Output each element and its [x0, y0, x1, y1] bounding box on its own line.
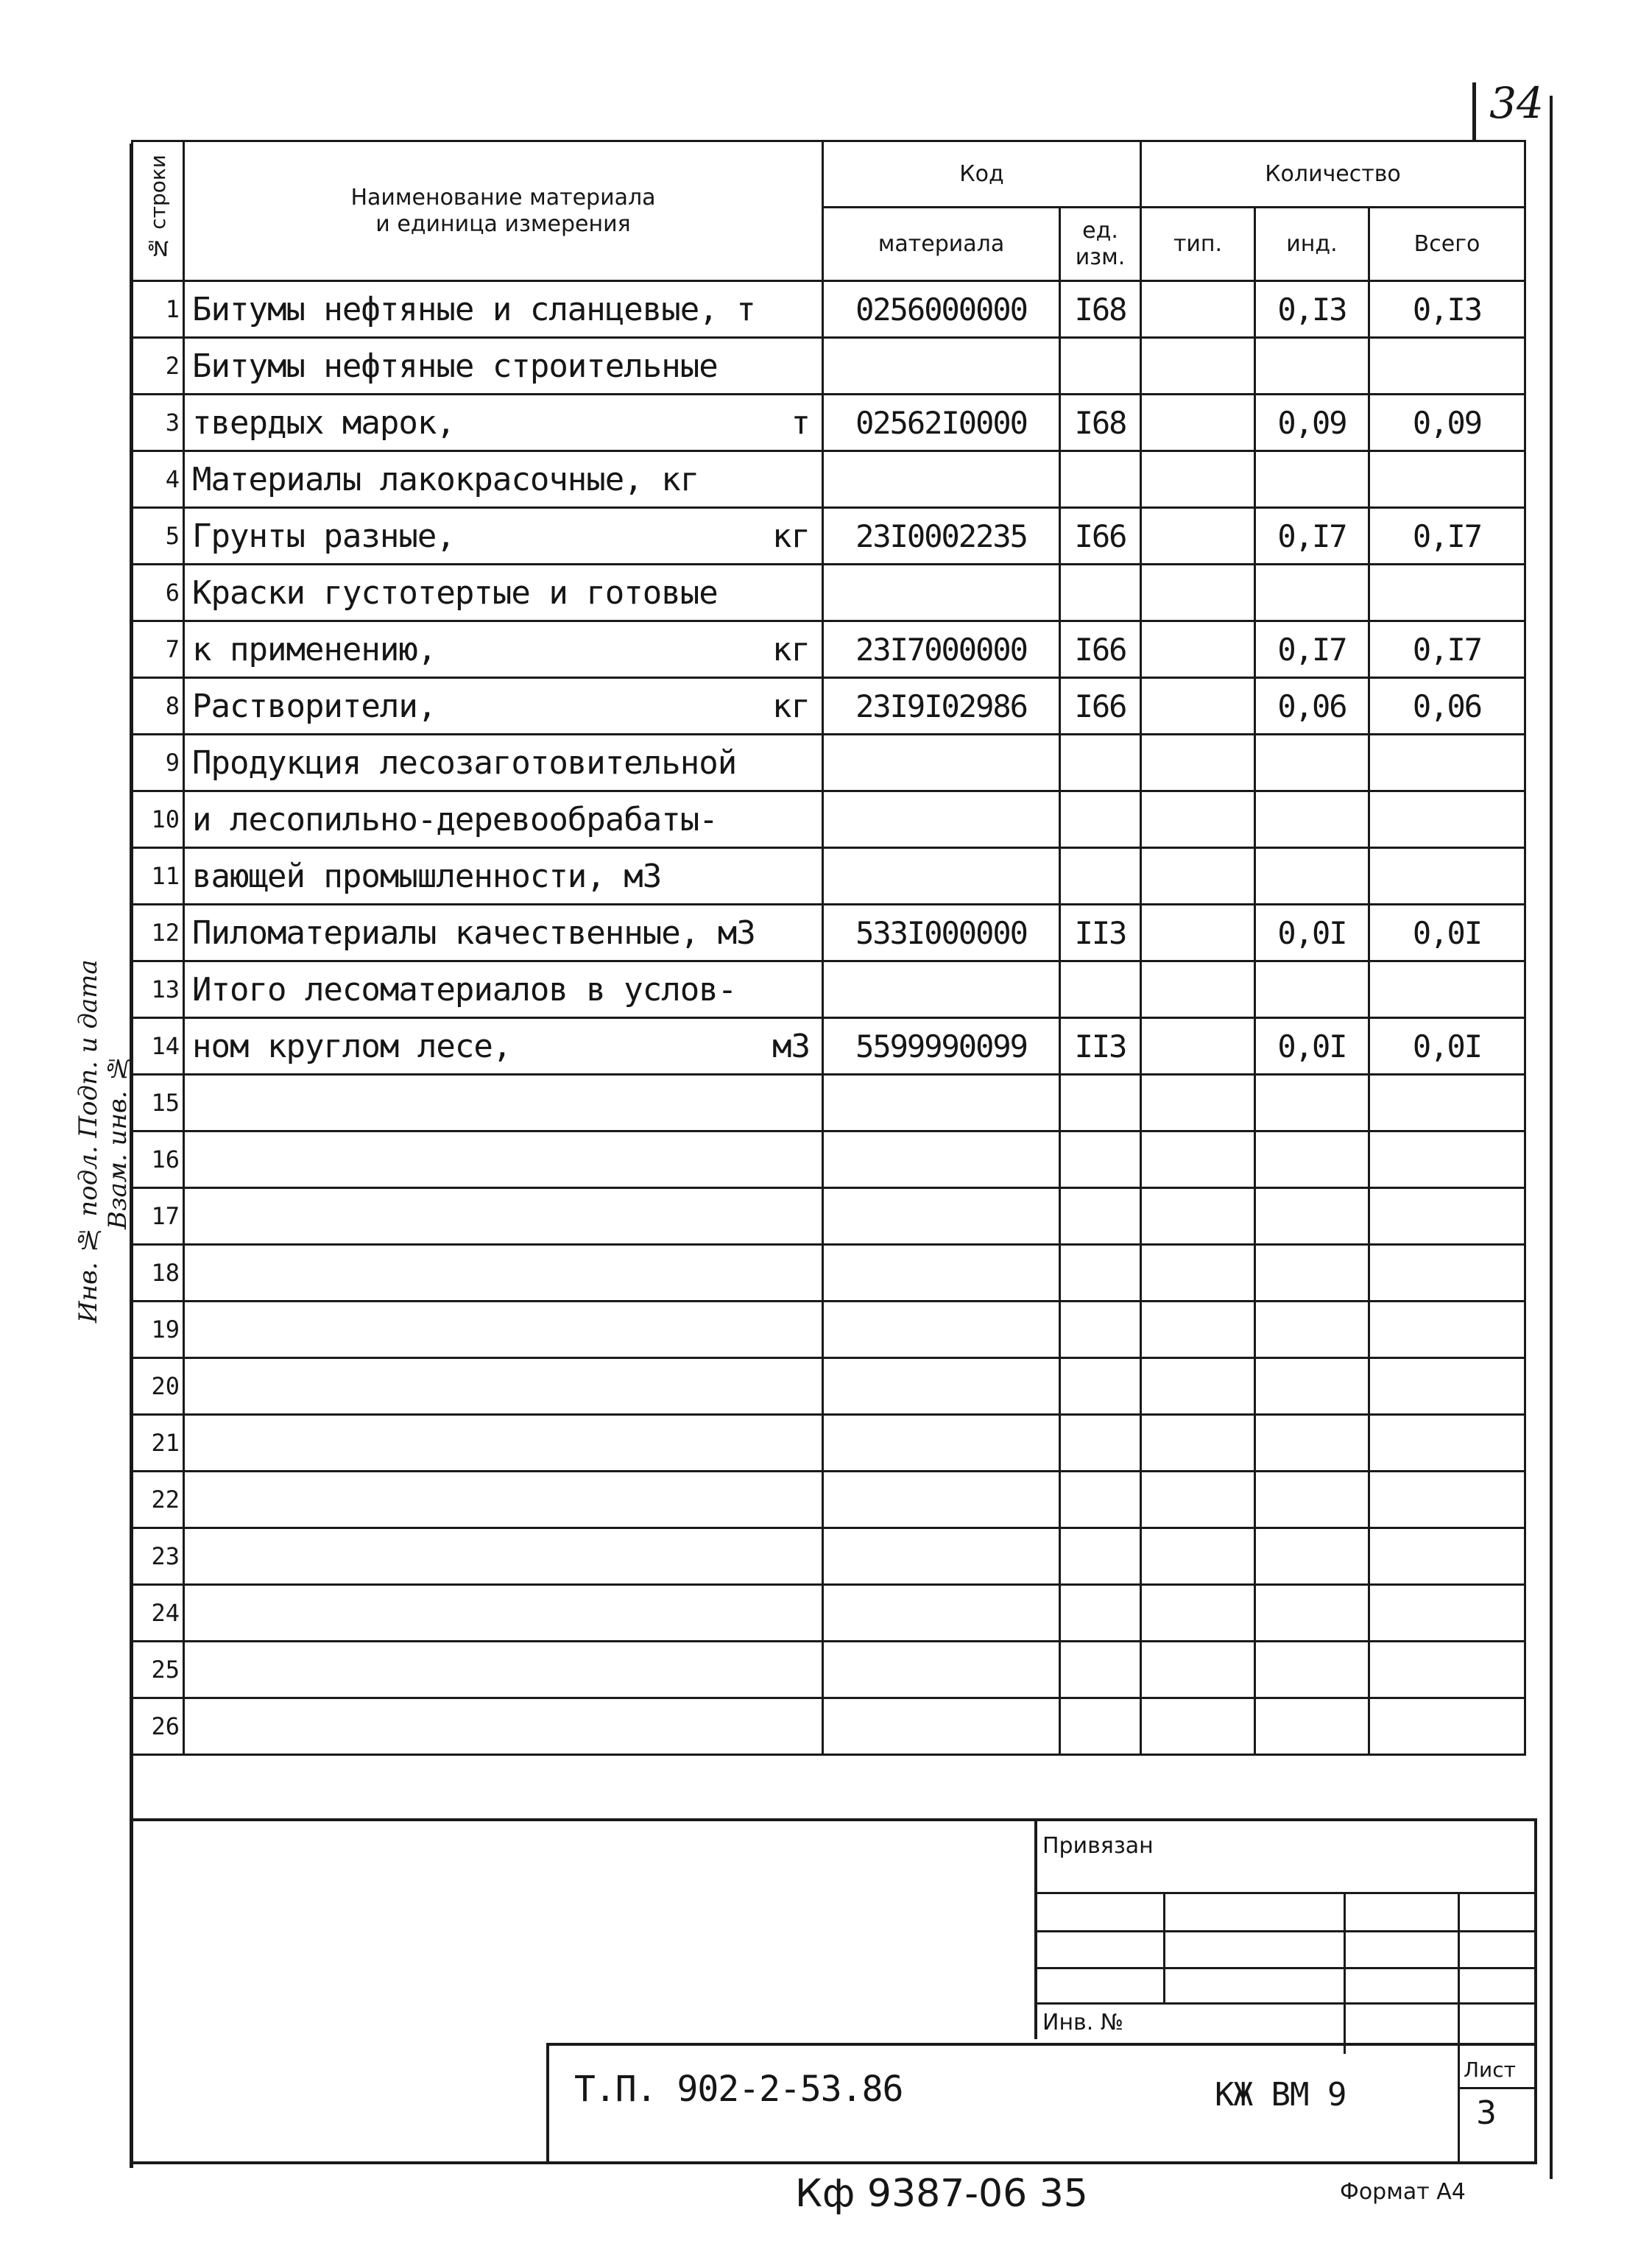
row-number: 10 — [133, 791, 184, 848]
material-name-cell — [184, 565, 823, 621]
unit-code — [1060, 1358, 1141, 1415]
row-number: 11 — [133, 848, 184, 905]
title-block-divider — [1034, 1818, 1037, 2039]
qty-total — [1369, 565, 1525, 621]
table-row — [133, 1642, 1525, 1698]
sheet-number-rule — [1472, 82, 1476, 141]
header-name — [184, 141, 823, 281]
qty-ind — [1255, 1358, 1369, 1415]
material-name-wrap — [192, 461, 822, 498]
material-name-cell — [184, 1698, 823, 1755]
material-name-cell — [184, 1018, 823, 1075]
row-number: 15 — [133, 1075, 184, 1131]
unit-code: I66 — [1060, 621, 1141, 678]
qty-total: 0,I7 — [1369, 621, 1525, 678]
unit-code — [1060, 565, 1141, 621]
material-code — [823, 1698, 1060, 1755]
table-row — [133, 451, 1525, 508]
unit-code — [1060, 1472, 1141, 1528]
material-code — [823, 1358, 1060, 1415]
row-number: 18 — [133, 1245, 184, 1302]
qty-ind: 0,I3 — [1255, 281, 1369, 338]
material-name-wrap — [192, 914, 822, 952]
qty-total — [1369, 1472, 1525, 1528]
qty-ind — [1255, 1472, 1369, 1528]
qty-ind — [1255, 1131, 1369, 1188]
qty-ind — [1255, 1302, 1369, 1358]
qty-ind — [1255, 735, 1369, 791]
qty-total — [1369, 848, 1525, 905]
qty-typ — [1141, 1188, 1255, 1245]
title-block-hline — [1034, 1967, 1537, 1969]
qty-ind — [1255, 1585, 1369, 1642]
bound-label: Привязан — [1042, 1833, 1154, 1859]
table-row — [133, 961, 1525, 1018]
qty-ind — [1255, 1698, 1369, 1755]
material-name-cell — [184, 905, 823, 961]
row-number: 8 — [133, 678, 184, 735]
qty-typ — [1141, 848, 1255, 905]
table-row — [133, 1302, 1525, 1358]
material-name-cell — [184, 395, 823, 451]
material-code — [823, 1642, 1060, 1698]
qty-typ — [1141, 1472, 1255, 1528]
material-name-wrap — [192, 574, 822, 612]
material-name-cell — [184, 1075, 823, 1131]
material-unit-label: кг — [772, 687, 810, 725]
inv-label: Инв. № — [1042, 2010, 1124, 2035]
qty-total — [1369, 1415, 1525, 1472]
footer-right: Формат А4 — [1340, 2179, 1466, 2205]
row-number: 26 — [133, 1698, 184, 1755]
material-name-wrap — [192, 631, 822, 668]
qty-ind: 0,I7 — [1255, 508, 1369, 565]
qty-total — [1369, 1245, 1525, 1302]
material-code — [823, 1245, 1060, 1302]
sheet-label: Лист — [1464, 2058, 1516, 2082]
table-row — [133, 1018, 1525, 1075]
material-code — [823, 1528, 1060, 1585]
unit-code: I68 — [1060, 395, 1141, 451]
unit-code — [1060, 338, 1141, 395]
row-number: 22 — [133, 1472, 184, 1528]
qty-typ — [1141, 1415, 1255, 1472]
material-name: и лесопильно-деревообрабаты- — [192, 800, 718, 838]
unit-code: II3 — [1060, 1018, 1141, 1075]
title-block-hline — [1034, 1930, 1537, 1932]
unit-code — [1060, 1075, 1141, 1131]
table-row — [133, 621, 1525, 678]
qty-ind — [1255, 1415, 1369, 1472]
row-number: 5 — [133, 508, 184, 565]
material-name: Грунты разные, — [192, 517, 455, 555]
material-code: 23I7000000 — [823, 621, 1060, 678]
row-number: 3 — [133, 395, 184, 451]
table-row — [133, 508, 1525, 565]
qty-ind — [1255, 1642, 1369, 1698]
table-row — [133, 1698, 1525, 1755]
table-row — [133, 565, 1525, 621]
qty-total — [1369, 1188, 1525, 1245]
material-name: Пиломатериалы качественные, м3 — [192, 914, 755, 952]
qty-ind — [1255, 848, 1369, 905]
qty-ind: 0,0I — [1255, 905, 1369, 961]
material-name-wrap — [192, 801, 822, 838]
unit-code — [1060, 1302, 1141, 1358]
qty-total — [1369, 961, 1525, 1018]
qty-total: 0,09 — [1369, 395, 1525, 451]
frame-right-border — [1550, 96, 1553, 2179]
header-code-material: материала — [823, 208, 1060, 281]
row-number: 2 — [133, 338, 184, 395]
qty-total — [1369, 1358, 1525, 1415]
material-name-cell — [184, 1585, 823, 1642]
header-name-line1: Наименование материала — [350, 184, 656, 211]
qty-total — [1369, 451, 1525, 508]
material-name-cell — [184, 678, 823, 735]
qty-typ — [1141, 451, 1255, 508]
table-row — [133, 848, 1525, 905]
material-name-wrap — [192, 347, 822, 385]
doc-mark: КЖ ВМ 9 — [1215, 2076, 1346, 2114]
row-number: 14 — [133, 1018, 184, 1075]
header-row-1 — [133, 141, 1525, 208]
qty-total — [1369, 1528, 1525, 1585]
material-unit-label: т — [791, 403, 810, 442]
title-block-main-left — [546, 2043, 549, 2164]
material-code — [823, 961, 1060, 1018]
material-name-cell — [184, 1642, 823, 1698]
material-code: 23I9I02986 — [823, 678, 1060, 735]
material-code: 0256000000 — [823, 281, 1060, 338]
material-code: 533I000000 — [823, 905, 1060, 961]
unit-code: I68 — [1060, 281, 1141, 338]
material-name-cell — [184, 1472, 823, 1528]
table-row — [133, 1415, 1525, 1472]
qty-typ — [1141, 1302, 1255, 1358]
row-number: 13 — [133, 961, 184, 1018]
material-name: Краски густотертые и готовые — [192, 573, 718, 612]
qty-ind: 0,I7 — [1255, 621, 1369, 678]
unit-code: II3 — [1060, 905, 1141, 961]
material-code — [823, 1585, 1060, 1642]
qty-total: 0,I7 — [1369, 508, 1525, 565]
table-row — [133, 1585, 1525, 1642]
material-name: твердых марок, — [192, 403, 455, 442]
material-code — [823, 1415, 1060, 1472]
material-name-wrap — [192, 1028, 822, 1065]
qty-total: 0,0I — [1369, 1018, 1525, 1075]
row-number: 25 — [133, 1642, 184, 1698]
unit-code — [1060, 791, 1141, 848]
title-block-vline — [1163, 1892, 1165, 2002]
qty-typ — [1141, 1245, 1255, 1302]
qty-typ — [1141, 1698, 1255, 1755]
qty-typ — [1141, 1018, 1255, 1075]
qty-total — [1369, 1075, 1525, 1131]
unit-code: I66 — [1060, 678, 1141, 735]
material-code — [823, 735, 1060, 791]
table-row — [133, 338, 1525, 395]
side-stamp: Инв. № подл. Подп. и дата Взам. инв. № — [74, 959, 133, 1323]
table-row — [133, 791, 1525, 848]
qty-total — [1369, 791, 1525, 848]
qty-total: 0,06 — [1369, 678, 1525, 735]
table-row — [133, 905, 1525, 961]
unit-code — [1060, 1698, 1141, 1755]
row-number: 9 — [133, 735, 184, 791]
qty-typ — [1141, 1642, 1255, 1698]
row-number: 19 — [133, 1302, 184, 1358]
material-code: 23I0002235 — [823, 508, 1060, 565]
material-name-wrap — [192, 744, 822, 782]
row-number: 6 — [133, 565, 184, 621]
unit-code — [1060, 451, 1141, 508]
material-name-cell — [184, 1358, 823, 1415]
qty-typ — [1141, 621, 1255, 678]
header-row-num: № строки — [133, 141, 184, 281]
table-row — [133, 1188, 1525, 1245]
header-code-unit: ед. изм. — [1060, 208, 1141, 281]
unit-code — [1060, 1415, 1141, 1472]
table-row — [133, 1245, 1525, 1302]
qty-total — [1369, 338, 1525, 395]
sheet-number: 34 — [1489, 78, 1544, 128]
material-name-wrap — [192, 858, 822, 895]
material-name: Продукция лесозаготовительной — [192, 744, 737, 782]
material-name: Материалы лакокрасочные, кг — [192, 460, 699, 498]
qty-total — [1369, 735, 1525, 791]
material-code — [823, 565, 1060, 621]
qty-typ — [1141, 338, 1255, 395]
unit-code — [1060, 961, 1141, 1018]
row-number: 23 — [133, 1528, 184, 1585]
footer-left: Кф 9387-06 35 — [795, 2172, 1088, 2216]
title-block-sheet-divider — [1458, 2087, 1537, 2089]
material-name-cell — [184, 1131, 823, 1188]
qty-ind — [1255, 565, 1369, 621]
qty-total — [1369, 1302, 1525, 1358]
unit-code — [1060, 1528, 1141, 1585]
header-qty-total: Всего — [1369, 208, 1525, 281]
material-name-cell — [184, 1302, 823, 1358]
material-code — [823, 1188, 1060, 1245]
qty-typ — [1141, 1585, 1255, 1642]
table-body — [133, 281, 1525, 1755]
qty-total: 0,0I — [1369, 905, 1525, 961]
row-number: 21 — [133, 1415, 184, 1472]
materials-table — [131, 140, 1526, 1756]
material-name-cell — [184, 1188, 823, 1245]
material-code — [823, 338, 1060, 395]
material-name: Растворители, — [192, 687, 437, 725]
material-code — [823, 1472, 1060, 1528]
row-number: 1 — [133, 281, 184, 338]
qty-ind — [1255, 1075, 1369, 1131]
unit-code — [1060, 1642, 1141, 1698]
material-unit-label: м3 — [772, 1027, 810, 1065]
qty-total — [1369, 1698, 1525, 1755]
material-code — [823, 848, 1060, 905]
material-code — [823, 451, 1060, 508]
unit-code — [1060, 1245, 1141, 1302]
title-block-hline — [1034, 2002, 1537, 2005]
row-number: 7 — [133, 621, 184, 678]
material-name-cell — [184, 961, 823, 1018]
material-name-cell — [184, 848, 823, 905]
qty-typ — [1141, 1358, 1255, 1415]
material-name-cell — [184, 281, 823, 338]
row-number: 24 — [133, 1585, 184, 1642]
title-block-hline — [1034, 1892, 1537, 1894]
header-qty-ind: инд. — [1255, 208, 1369, 281]
qty-ind — [1255, 1528, 1369, 1585]
header-qty-group: Количество — [1141, 141, 1525, 208]
material-unit-label: кг — [772, 517, 810, 555]
material-name: ном круглом лесе, — [192, 1027, 512, 1065]
material-name-wrap — [192, 404, 822, 442]
table-row — [133, 735, 1525, 791]
header-name-line2: и единица измерения — [375, 211, 631, 237]
qty-typ — [1141, 508, 1255, 565]
table-row — [133, 1528, 1525, 1585]
material-name-cell — [184, 735, 823, 791]
material-name-cell — [184, 1528, 823, 1585]
qty-typ — [1141, 735, 1255, 791]
qty-typ — [1141, 1131, 1255, 1188]
qty-total — [1369, 1585, 1525, 1642]
qty-typ — [1141, 281, 1255, 338]
qty-typ — [1141, 395, 1255, 451]
material-name-cell — [184, 1245, 823, 1302]
material-name: Итого лесоматериалов в услов- — [192, 970, 737, 1009]
row-number: 12 — [133, 905, 184, 961]
unit-code — [1060, 1585, 1141, 1642]
qty-typ — [1141, 565, 1255, 621]
material-code: 5599990099 — [823, 1018, 1060, 1075]
qty-typ — [1141, 1075, 1255, 1131]
row-number: 17 — [133, 1188, 184, 1245]
material-name-wrap — [192, 971, 822, 1009]
material-name-cell — [184, 1415, 823, 1472]
doc-code: Т.П. 902-2-53.86 — [574, 2069, 903, 2110]
table-row — [133, 1131, 1525, 1188]
qty-total — [1369, 1131, 1525, 1188]
qty-ind — [1255, 1188, 1369, 1245]
material-name: Битумы нефтяные и сланцевые, т — [192, 290, 755, 328]
table-row — [133, 1075, 1525, 1131]
qty-ind — [1255, 338, 1369, 395]
header-qty-typ: тип. — [1141, 208, 1255, 281]
material-code — [823, 1131, 1060, 1188]
material-name-cell — [184, 621, 823, 678]
qty-ind — [1255, 791, 1369, 848]
table-row — [133, 281, 1525, 338]
qty-ind: 0,06 — [1255, 678, 1369, 735]
title-block-vline — [1458, 1892, 1460, 2164]
unit-code — [1060, 1131, 1141, 1188]
material-name-wrap — [192, 291, 822, 328]
material-code: 02562I0000 — [823, 395, 1060, 451]
material-name-wrap — [192, 518, 822, 555]
unit-code — [1060, 735, 1141, 791]
material-name-cell — [184, 338, 823, 395]
table-row — [133, 1358, 1525, 1415]
sheet-value: 3 — [1476, 2094, 1497, 2132]
material-code — [823, 791, 1060, 848]
material-code — [823, 1302, 1060, 1358]
title-block-main-top — [546, 2043, 1537, 2046]
qty-typ — [1141, 678, 1255, 735]
material-name-cell — [184, 451, 823, 508]
row-number: 4 — [133, 451, 184, 508]
table-row — [133, 1472, 1525, 1528]
row-number: 16 — [133, 1131, 184, 1188]
unit-code: I66 — [1060, 508, 1141, 565]
material-unit-label: кг — [772, 630, 810, 668]
qty-ind: 0,0I — [1255, 1018, 1369, 1075]
qty-typ — [1141, 905, 1255, 961]
qty-ind — [1255, 1245, 1369, 1302]
row-number: 20 — [133, 1358, 184, 1415]
qty-ind — [1255, 961, 1369, 1018]
qty-total: 0,I3 — [1369, 281, 1525, 338]
material-name-cell — [184, 508, 823, 565]
unit-code — [1060, 1188, 1141, 1245]
qty-ind: 0,09 — [1255, 395, 1369, 451]
qty-typ — [1141, 1528, 1255, 1585]
material-name-cell — [184, 791, 823, 848]
table-row — [133, 395, 1525, 451]
qty-total — [1369, 1642, 1525, 1698]
material-name: Битумы нефтяные строительные — [192, 347, 718, 385]
material-code — [823, 1075, 1060, 1131]
unit-code — [1060, 848, 1141, 905]
qty-typ — [1141, 961, 1255, 1018]
table-row — [133, 678, 1525, 735]
qty-typ — [1141, 791, 1255, 848]
title-block-vline — [1344, 1892, 1346, 2054]
material-name: вающей промышленности, м3 — [192, 857, 662, 895]
material-name-wrap — [192, 688, 822, 725]
material-name: к применению, — [192, 630, 437, 668]
qty-ind — [1255, 451, 1369, 508]
header-code-group: Код — [823, 141, 1141, 208]
